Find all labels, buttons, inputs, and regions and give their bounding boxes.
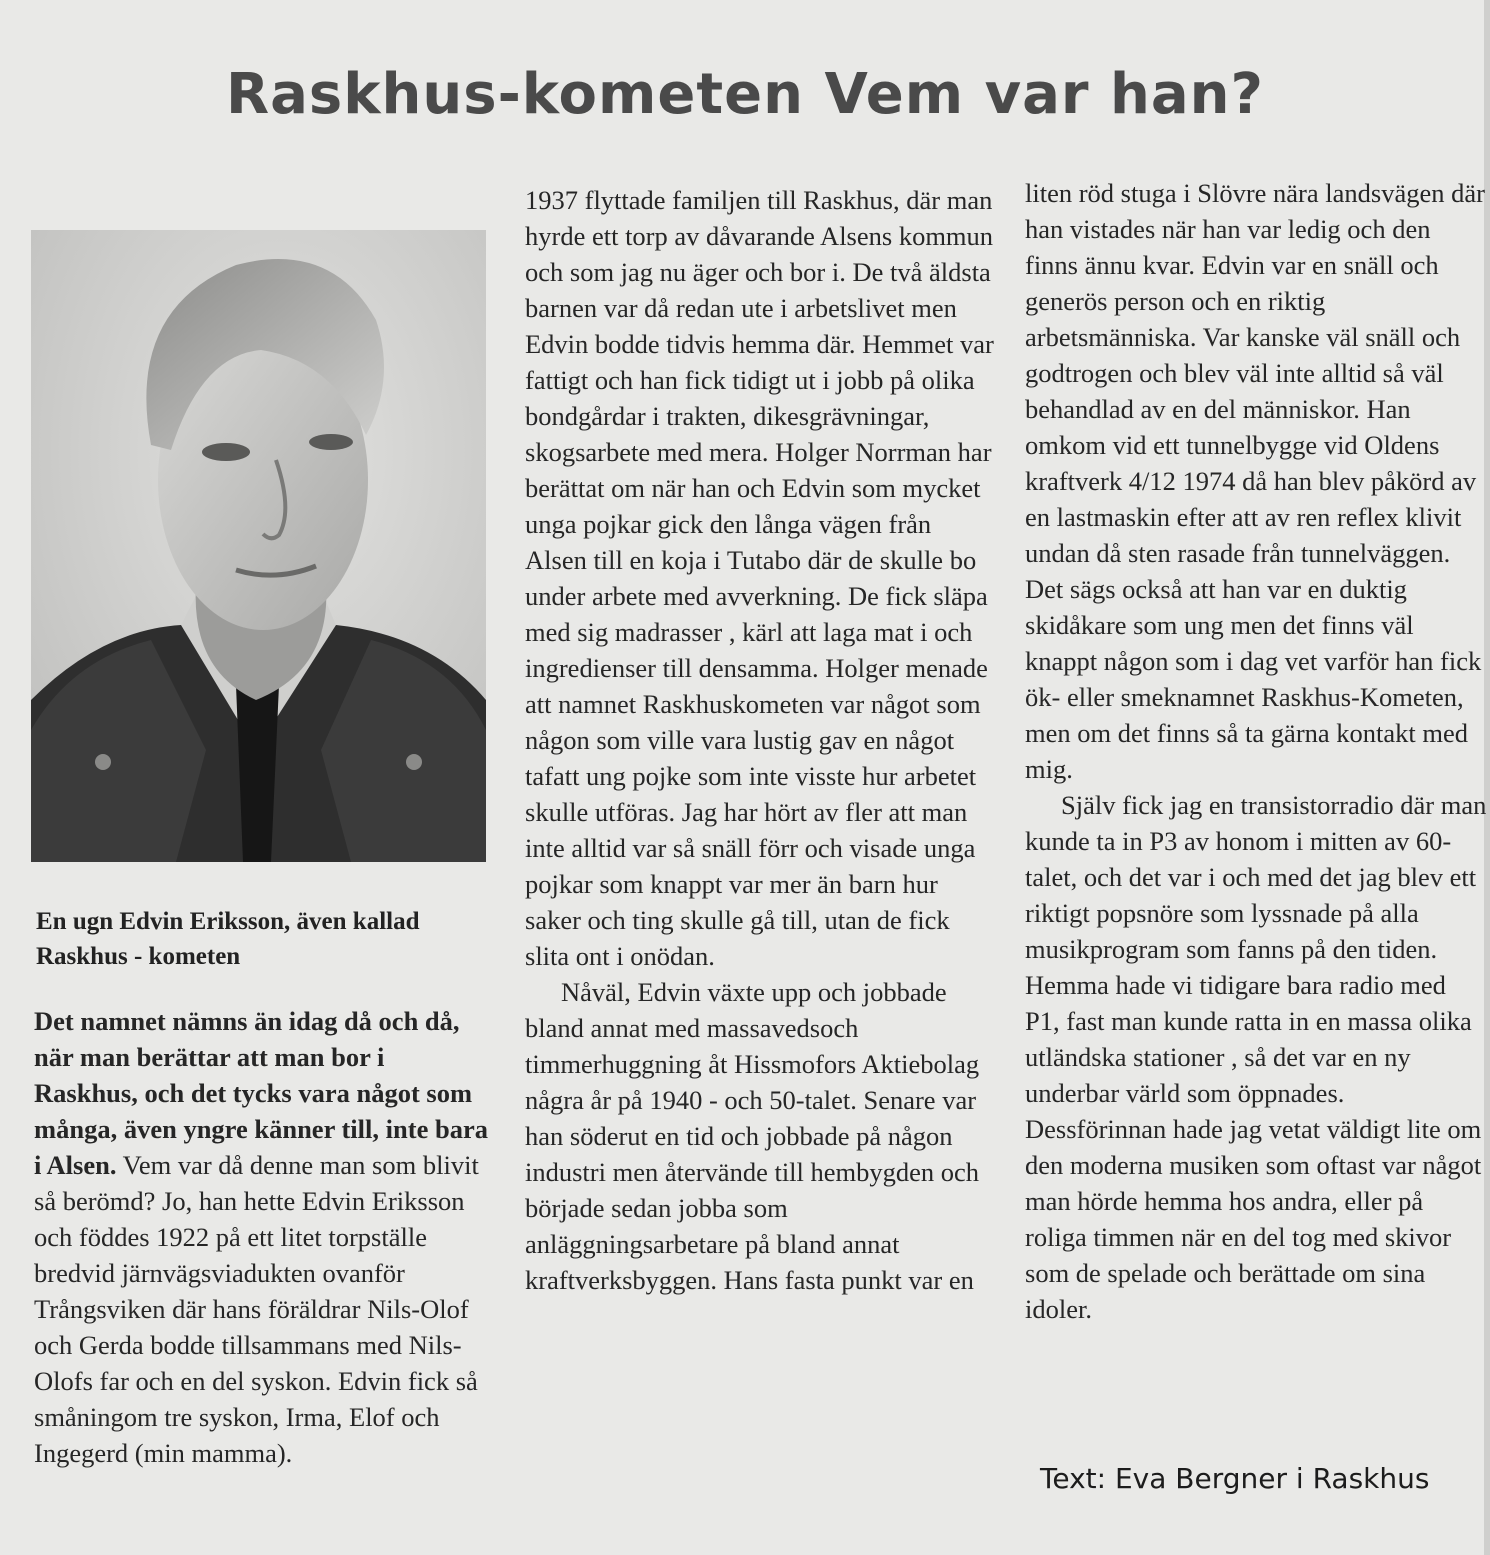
column-3-paragraph-2: Själv fick jag en transistorradio där man kunde ta in P3 av honom i mitten av 60-talet, och det var i och med det jag blev ett riktigt popsnöre som lyssnade på alla musikprogram som fanns på den tiden. Hemma hade vi tidigare bara radio med P1, fast man kunde ratta in en massa olika utländska stationer , så det var en ny underbar värld som öppnades. Dessförinnan hade jag vetat väldigt lite om den moderna musiken som oftast var något man hörde hemma hos andra, eller på roliga timmen när en del tog med skivor som de spelade och berättade om sina idoler. bbox=[1025, 790, 1487, 1324]
portrait-illustration bbox=[31, 230, 486, 862]
column-1 bbox=[34, 1003, 494, 1471]
caption-line-2: Raskhus - kometen bbox=[36, 943, 241, 970]
column-1-body: Vem var då denne man som blivit så berömd? Jo, han hette Edvin Eriksson och föddes 1922 på ett litet torpställe bredvid järnvägsviadukten ovanför Trångsviken där hans föräldrar Nils-Olof och Gerda bodde tillsammans med Nils-Olofs far och en del syskon. Edvin fick så småningom tre syskon, Irma, Elof och Ingegerd (min mamma). bbox=[34, 1150, 479, 1468]
photo-caption bbox=[36, 904, 486, 974]
column-2-paragraph-2: Nåväl, Edvin växte upp och jobbade bland annat med massavedsoch timmerhuggning åt Hissmofors Aktiebolag några år på 1940 - och 50-talet. Senare var han söderut en tid och jobbade på någon industri men återvände till hembygden och började sedan jobba som anläggningsarbetare på bland annat kraftverksbyggen. Hans fasta punkt var en bbox=[525, 977, 980, 1295]
article-title: Raskhus-kometen Vem var han? bbox=[226, 62, 1264, 127]
lead-text: Det namnet nämns än idag då och då, när man berättar att man bor i Raskhus, och det tycks vara något som många, även yngre känner till, inte bara i Alsen. bbox=[34, 1006, 488, 1180]
column-2-paragraph-1: 1937 flyttade familjen till Raskhus, där man hyrde ett torp av dåvarande Alsens kommun och som jag nu äger och bor i. De två äldsta barnen var då redan ute i arbetslivet men Edvin bodde tidvis hemma där. Hemmet var fattigt och han fick tidigt ut i jobb på olika bondgårdar i trakten, dikesgrävningar, skogsarbete med mera. Holger Norrman har berättat om när han och Edvin som mycket unga pojkar gick den långa vägen från Alsen till en koja i Tutabo där de skulle bo under arbete med avverkning. De fick släpa med sig madrasser , kärl att laga mat i och ingredienser till densamma. Holger menade att namnet Raskhuskometen var något som någon som ville vara lustig gav en något tafatt ung pojke som inte visste hur arbetet skulle utföras. Jag har hört av fler att man inte alltid var så snäll förr och visade unga pojkar som knappt var mer än barn hur saker och ting skulle gå till, utan de fick slita ont i onödan. bbox=[525, 185, 994, 971]
portrait-photo bbox=[31, 230, 486, 862]
author-signature: Text: Eva Bergner i Raskhus bbox=[1040, 1462, 1430, 1495]
column-3 bbox=[1025, 175, 1487, 1327]
caption-line-1: En ugn Edvin Eriksson, även kallad bbox=[36, 908, 420, 935]
column-3-paragraph-1: liten röd stuga i Slövre nära landsvägen där han vistades när han var ledig och den finns ännu kvar. Edvin var en snäll och generös person och en riktig arbetsmänniska. Var kanske väl snäll och godtrogen och blev väl inte alltid så väl behandlad av en del människor. Han omkom vid ett tunnelbygge vid Oldens kraftverk 4/12 1974 då han blev påkörd av en lastmaskin efter att av ren reflex klivit undan då sten rasade från tunnelväggen. Det sägs också att han var en duktig skidåkare som ung men det finns väl knappt någon som i dag vet varför han fick ök- eller smeknamnet Raskhus-Kometen, men om det finns så ta gärna kontakt med mig. bbox=[1025, 178, 1485, 784]
column-2 bbox=[525, 182, 995, 1298]
column-1-paragraph bbox=[34, 1003, 494, 1471]
